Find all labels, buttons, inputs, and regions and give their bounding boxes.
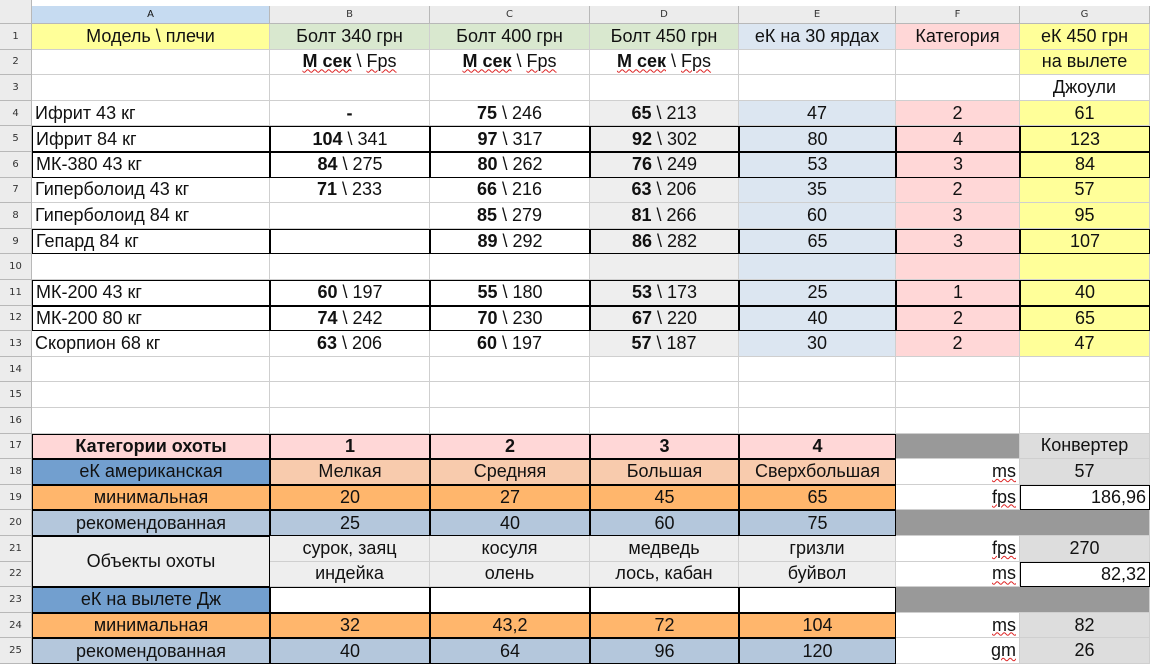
- size-category[interactable]: Сверхбольшая: [739, 459, 896, 485]
- speed-ms-value: 86: [631, 231, 652, 252]
- converter-fps-label[interactable]: fps: [896, 485, 1020, 511]
- minimal-value-j[interactable]: 104: [739, 613, 896, 639]
- category-number[interactable]: 2: [430, 434, 590, 460]
- cell-f15[interactable]: [896, 382, 1020, 408]
- separator: \: [337, 282, 353, 303]
- column-header-f[interactable]: F: [896, 6, 1020, 24]
- category-value[interactable]: 2: [896, 178, 1020, 204]
- speed-ms-value: 71: [316, 179, 337, 200]
- converter-fps-input[interactable]: 270: [1020, 536, 1150, 562]
- category-value[interactable]: 2: [896, 331, 1020, 357]
- speed-ms-value: 84: [317, 154, 338, 175]
- separator: \: [342, 128, 358, 149]
- converter-ms-label-2[interactable]: ms: [896, 562, 1020, 588]
- model-name[interactable]: Гиперболоид 43 кг: [32, 178, 270, 204]
- row-header-10[interactable]: 10: [0, 254, 32, 280]
- speed-fps-value: 292: [512, 231, 543, 252]
- speed-ms-value: 75: [476, 102, 497, 123]
- row-header-3[interactable]: 3: [0, 75, 32, 101]
- ek-450-value[interactable]: [1020, 254, 1150, 280]
- row-header-15[interactable]: 15: [0, 382, 32, 408]
- category-number[interactable]: 4: [739, 434, 896, 460]
- model-name[interactable]: МК-200 43 кг: [32, 280, 270, 306]
- separator: \: [651, 332, 667, 353]
- cell-b7[interactable]: [270, 178, 430, 204]
- speed-fps-value: 341: [357, 128, 388, 149]
- category-value[interactable]: 3: [896, 229, 1020, 255]
- row-header-11[interactable]: 11: [0, 280, 32, 306]
- row-header-24[interactable]: 24: [0, 613, 32, 639]
- converter-ms-label-3[interactable]: ms: [896, 613, 1020, 639]
- ek-450-value[interactable]: 47: [1020, 331, 1150, 357]
- ek-450-value[interactable]: 61: [1020, 101, 1150, 127]
- category-number[interactable]: 1: [270, 434, 430, 460]
- unit-fps-label: Fps: [366, 51, 397, 72]
- recommended-value-j[interactable]: 120: [739, 638, 896, 664]
- header-ek-30-yards[interactable]: еК на 30 ярдах: [739, 24, 896, 50]
- speed-fps-value: 220: [667, 307, 698, 328]
- ek-30-yards-value[interactable]: 53: [739, 152, 896, 178]
- header-category[interactable]: Категория: [896, 24, 1020, 50]
- speed-fps-value: 213: [666, 102, 697, 123]
- ek-30-yards-value[interactable]: [739, 254, 896, 280]
- header-bolt-450[interactable]: Болт 450 грн: [590, 24, 739, 50]
- converter-ms-input[interactable]: 57: [1020, 459, 1150, 485]
- speed-ms-value: 92: [631, 128, 652, 149]
- hunt-object-line2[interactable]: олень: [430, 562, 590, 588]
- ek-450-value[interactable]: 107: [1020, 229, 1150, 255]
- row-header-7[interactable]: 7: [0, 178, 32, 204]
- speed-fps-value: 180: [512, 282, 543, 303]
- separator: \: [651, 204, 667, 225]
- cell-c15[interactable]: [430, 382, 590, 408]
- ek-450-value[interactable]: 65: [1020, 306, 1150, 332]
- cell-f14[interactable]: [896, 357, 1020, 383]
- speed-fps-value: 197: [512, 332, 543, 353]
- model-name[interactable]: МК-380 43 кг: [32, 152, 270, 178]
- cell-a3[interactable]: [32, 75, 270, 101]
- speed-ms-value: 63: [631, 179, 652, 200]
- separator: \: [336, 179, 352, 200]
- cell-b14[interactable]: [270, 357, 430, 383]
- row-header-14[interactable]: 14: [0, 357, 32, 383]
- ek-30-yards-value[interactable]: 65: [739, 229, 896, 255]
- cell-c9[interactable]: [430, 229, 590, 255]
- recommended-value[interactable]: 75: [739, 510, 896, 536]
- separator: \: [651, 128, 667, 149]
- ek-30-yards-value[interactable]: 47: [739, 101, 896, 127]
- cell-b3[interactable]: [270, 75, 430, 101]
- separator: \: [497, 231, 513, 252]
- hunt-object-line1[interactable]: гризли: [739, 536, 896, 562]
- category-number[interactable]: 3: [590, 434, 739, 460]
- speed-fps-value: 246: [512, 102, 543, 123]
- column-header-c[interactable]: C: [430, 6, 590, 24]
- cell-d14[interactable]: [590, 357, 739, 383]
- speed-fps-value: 275: [352, 154, 383, 175]
- model-name[interactable]: МК-200 80 кг: [32, 306, 270, 332]
- ek-450-value[interactable]: 84: [1020, 152, 1150, 178]
- cell-a16[interactable]: [32, 408, 270, 434]
- speed-ms-value: 85: [476, 204, 497, 225]
- unit-header-c[interactable]: [430, 50, 590, 76]
- speed-fps-value: 197: [352, 282, 383, 303]
- ek-450-value[interactable]: 40: [1020, 280, 1150, 306]
- speed-ms-value: 97: [477, 128, 498, 149]
- converter-gm-input[interactable]: 26: [1020, 638, 1150, 664]
- separator: \: [511, 51, 527, 72]
- cell-e23[interactable]: [739, 587, 896, 613]
- hunt-object-line2[interactable]: индейка: [270, 562, 430, 588]
- cell-d16[interactable]: [590, 408, 739, 434]
- minimal-label[interactable]: минимальная: [32, 485, 270, 511]
- cell-c16[interactable]: [430, 408, 590, 434]
- speed-fps-value: 173: [667, 282, 698, 303]
- header-ek-450-line2[interactable]: на вылете: [1020, 50, 1150, 76]
- row-header-19[interactable]: 19: [0, 485, 32, 511]
- cell-e3[interactable]: [739, 75, 896, 101]
- separator: \: [497, 307, 513, 328]
- separator: \: [337, 154, 353, 175]
- row-header-5[interactable]: 5: [0, 126, 32, 152]
- header-bolt-340[interactable]: Болт 340 грн: [270, 24, 430, 50]
- ek-450-value[interactable]: 95: [1020, 203, 1150, 229]
- separator: \: [651, 307, 667, 328]
- column-header-d[interactable]: D: [590, 6, 739, 24]
- size-category[interactable]: Большая: [590, 459, 739, 485]
- header-model[interactable]: Модель \ плечи: [32, 24, 270, 50]
- converter-ms-label[interactable]: ms: [896, 459, 1020, 485]
- separator: \: [651, 231, 667, 252]
- separator: \: [496, 179, 512, 200]
- speed-fps-value: 302: [667, 128, 698, 149]
- category-value[interactable]: 2: [896, 306, 1020, 332]
- cell-b13[interactable]: [270, 331, 430, 357]
- cell-c4[interactable]: [430, 101, 590, 127]
- speed-ms-value: 55: [477, 282, 498, 303]
- converter-spacer[interactable]: [896, 434, 1020, 460]
- hunt-object-line2[interactable]: лось, кабан: [590, 562, 739, 588]
- converter-fps-label-2[interactable]: fps: [896, 536, 1020, 562]
- ek-30-yards-value[interactable]: 80: [739, 126, 896, 152]
- speed-ms-value: 53: [631, 282, 652, 303]
- category-value[interactable]: 3: [896, 203, 1020, 229]
- cell-b8[interactable]: [270, 203, 430, 229]
- row-header-21[interactable]: 21: [0, 536, 32, 562]
- speed-fps-value: 187: [666, 332, 697, 353]
- speed-ms-value: 80: [477, 154, 498, 175]
- ek-muzzle-label[interactable]: еК на вылете Дж: [32, 587, 270, 613]
- ek-30-yards-value[interactable]: 60: [739, 203, 896, 229]
- cell-b6[interactable]: [270, 152, 430, 178]
- separator: \: [651, 282, 667, 303]
- cell-c5[interactable]: [430, 126, 590, 152]
- speed-fps-value: 230: [512, 307, 543, 328]
- cell-c7[interactable]: [430, 178, 590, 204]
- speed-fps-value: 242: [352, 307, 383, 328]
- separator: \: [651, 154, 667, 175]
- size-category[interactable]: Средняя: [430, 459, 590, 485]
- model-name[interactable]: Гиперболоид 84 кг: [32, 203, 270, 229]
- ek-american-label[interactable]: еК американская: [32, 459, 270, 485]
- minimal-value-j[interactable]: 43,2: [430, 613, 590, 639]
- unit-fps-label: Fps: [526, 51, 557, 72]
- cell-c13[interactable]: [430, 331, 590, 357]
- ek-30-yards-value[interactable]: 40: [739, 306, 896, 332]
- model-name[interactable]: Ифрит 84 кг: [32, 126, 270, 152]
- cell-g16[interactable]: [1020, 408, 1150, 434]
- cell-d11[interactable]: [590, 280, 739, 306]
- minimal-value[interactable]: 27: [430, 485, 590, 511]
- speed-ms-value: -: [346, 102, 353, 123]
- cell-b15[interactable]: [270, 382, 430, 408]
- speed-fps-value: 262: [512, 154, 543, 175]
- row-header-2[interactable]: 2: [0, 50, 32, 76]
- converter-fps-result[interactable]: 186,96: [1020, 485, 1150, 511]
- cell-c3[interactable]: [430, 75, 590, 101]
- separator: \: [497, 282, 513, 303]
- cell-d13[interactable]: [590, 331, 739, 357]
- converter-divider[interactable]: [896, 510, 1150, 536]
- ek-30-yards-value[interactable]: 35: [739, 178, 896, 204]
- row-header-8[interactable]: 8: [0, 203, 32, 229]
- separator: \: [496, 332, 512, 353]
- cell-d9[interactable]: [590, 229, 739, 255]
- unit-ms-label: М сек: [302, 51, 352, 72]
- cell-b5[interactable]: [270, 126, 430, 152]
- cell-g15[interactable]: [1020, 382, 1150, 408]
- cell-c6[interactable]: [430, 152, 590, 178]
- minimal-value[interactable]: 65: [739, 485, 896, 511]
- row-header-16[interactable]: 16: [0, 408, 32, 434]
- row-header-6[interactable]: 6: [0, 152, 32, 178]
- cell-b16[interactable]: [270, 408, 430, 434]
- separator: \: [651, 179, 667, 200]
- converter-divider-2[interactable]: [896, 587, 1150, 613]
- speed-ms-value: 104: [312, 128, 343, 149]
- minimal-label-j[interactable]: минимальная: [32, 613, 270, 639]
- separator: \: [497, 128, 513, 149]
- category-value[interactable]: 3: [896, 152, 1020, 178]
- cell-c23[interactable]: [430, 587, 590, 613]
- recommended-value[interactable]: 25: [270, 510, 430, 536]
- speed-fps-value: 206: [352, 332, 383, 353]
- hunt-objects-label[interactable]: Объекты охоты: [32, 536, 270, 587]
- cell-e16[interactable]: [739, 408, 896, 434]
- cell-c11[interactable]: [430, 280, 590, 306]
- hunt-object-line1[interactable]: медведь: [590, 536, 739, 562]
- row-header-13[interactable]: 13: [0, 331, 32, 357]
- cell-e15[interactable]: [739, 382, 896, 408]
- ek-450-value[interactable]: 123: [1020, 126, 1150, 152]
- category-value[interactable]: 1: [896, 280, 1020, 306]
- cell-c14[interactable]: [430, 357, 590, 383]
- cell-b12[interactable]: [270, 306, 430, 332]
- cell-b23[interactable]: [270, 587, 430, 613]
- cell-a14[interactable]: [32, 357, 270, 383]
- cell-f3[interactable]: [896, 75, 1020, 101]
- speed-fps-value: 282: [667, 231, 698, 252]
- select-all-corner[interactable]: [0, 0, 32, 24]
- size-category[interactable]: Мелкая: [270, 459, 430, 485]
- minimal-value-j[interactable]: 32: [270, 613, 430, 639]
- separator: \: [351, 51, 367, 72]
- unit-ms-label: М сек: [616, 51, 666, 72]
- cell-g14[interactable]: [1020, 357, 1150, 383]
- cell-d3[interactable]: [590, 75, 739, 101]
- speed-fps-value: 279: [512, 204, 543, 225]
- speed-fps-value: 206: [666, 179, 697, 200]
- minimal-value[interactable]: 45: [590, 485, 739, 511]
- speed-ms-value: 66: [476, 179, 497, 200]
- header-joule[interactable]: Джоули: [1020, 75, 1150, 101]
- cell-b10[interactable]: [270, 254, 430, 280]
- recommended-value-j[interactable]: 64: [430, 638, 590, 664]
- unit-fps-label: Fps: [681, 51, 712, 72]
- row-header-18[interactable]: 18: [0, 459, 32, 485]
- cell-f16[interactable]: [896, 408, 1020, 434]
- cell-d6[interactable]: [590, 152, 739, 178]
- unit-header-d[interactable]: [590, 50, 739, 76]
- separator: \: [497, 154, 513, 175]
- recommended-value-j[interactable]: 96: [590, 638, 739, 664]
- speed-fps-value: 216: [512, 179, 543, 200]
- cell-a2[interactable]: [32, 50, 270, 76]
- speed-ms-value: 65: [631, 102, 652, 123]
- cell-c10[interactable]: [430, 254, 590, 280]
- speed-ms-value: 74: [317, 307, 338, 328]
- cell-a15[interactable]: [32, 382, 270, 408]
- recommended-label[interactable]: рекомендованная: [32, 510, 270, 536]
- hunt-object-line1[interactable]: сурок, заяц: [270, 536, 430, 562]
- minimal-value-j[interactable]: 72: [590, 613, 739, 639]
- category-value[interactable]: 4: [896, 126, 1020, 152]
- category-value[interactable]: 2: [896, 101, 1020, 127]
- speed-fps-value: 233: [352, 179, 383, 200]
- row-header-17[interactable]: 17: [0, 434, 32, 460]
- ek-450-value[interactable]: 57: [1020, 178, 1150, 204]
- cell-f2[interactable]: [896, 50, 1020, 76]
- cell-d12[interactable]: [590, 306, 739, 332]
- model-name[interactable]: [32, 254, 270, 280]
- header-ek-450-line1[interactable]: еК 450 грн: [1020, 24, 1150, 50]
- hunt-object-line2[interactable]: буйвол: [739, 562, 896, 588]
- speed-fps-value: 317: [512, 128, 543, 149]
- header-bolt-400[interactable]: Болт 400 грн: [430, 24, 590, 50]
- converter-ms-input-2[interactable]: 82: [1020, 613, 1150, 639]
- row-header-20[interactable]: 20: [0, 510, 32, 536]
- column-header-b[interactable]: B: [270, 6, 430, 24]
- column-header-e[interactable]: E: [739, 6, 896, 24]
- recommended-value[interactable]: 60: [590, 510, 739, 536]
- speed-ms-value: 60: [476, 332, 497, 353]
- row-header-22[interactable]: 22: [0, 562, 32, 588]
- row-header-4[interactable]: 4: [0, 101, 32, 127]
- separator: \: [336, 332, 352, 353]
- hunt-categories-title[interactable]: Категории охоты: [32, 434, 270, 460]
- cell-e14[interactable]: [739, 357, 896, 383]
- cell-b11[interactable]: [270, 280, 430, 306]
- speed-ms-value: 70: [477, 307, 498, 328]
- minimal-value[interactable]: 20: [270, 485, 430, 511]
- model-name[interactable]: Гепард 84 кг: [32, 229, 270, 255]
- cell-d7[interactable]: [590, 178, 739, 204]
- separator: \: [496, 204, 512, 225]
- speed-fps-value: 249: [667, 154, 698, 175]
- speed-ms-value: 89: [477, 231, 498, 252]
- speed-ms-value: 67: [631, 307, 652, 328]
- cell-d4[interactable]: [590, 101, 739, 127]
- cell-e2[interactable]: [739, 50, 896, 76]
- cell-d5[interactable]: [590, 126, 739, 152]
- speed-fps-value: 266: [666, 204, 697, 225]
- cell-d8[interactable]: [590, 203, 739, 229]
- speed-ms-value: 60: [317, 282, 338, 303]
- separator: \: [666, 51, 682, 72]
- ek-30-yards-value[interactable]: 25: [739, 280, 896, 306]
- unit-header-b[interactable]: [270, 50, 430, 76]
- speed-ms-value: 63: [316, 332, 337, 353]
- converter-ms-result[interactable]: 82,32: [1020, 562, 1150, 588]
- cell-b4[interactable]: [270, 101, 430, 127]
- cell-c12[interactable]: [430, 306, 590, 332]
- separator: \: [651, 102, 667, 123]
- cell-d15[interactable]: [590, 382, 739, 408]
- model-name[interactable]: Скорпион 68 кг: [32, 331, 270, 357]
- model-name[interactable]: Ифрит 43 кг: [32, 101, 270, 127]
- cell-d23[interactable]: [590, 587, 739, 613]
- row-header-25[interactable]: 25: [0, 638, 32, 664]
- separator: \: [496, 102, 512, 123]
- row-header-1[interactable]: 1: [0, 24, 32, 50]
- hunt-object-line1[interactable]: косуля: [430, 536, 590, 562]
- recommended-value-j[interactable]: 40: [270, 638, 430, 664]
- unit-ms-label: М сек: [462, 51, 512, 72]
- row-header-9[interactable]: 9: [0, 229, 32, 255]
- converter-title[interactable]: Конвертер: [1020, 434, 1150, 460]
- speed-ms-value: 76: [631, 154, 652, 175]
- recommended-value[interactable]: 40: [430, 510, 590, 536]
- row-header-23[interactable]: 23: [0, 587, 32, 613]
- column-header-a[interactable]: A: [32, 6, 270, 24]
- row-header-12[interactable]: 12: [0, 306, 32, 332]
- cell-c8[interactable]: [430, 203, 590, 229]
- speed-ms-value: 57: [631, 332, 652, 353]
- cell-b9[interactable]: [270, 229, 430, 255]
- column-header-g[interactable]: G: [1020, 6, 1150, 24]
- separator: \: [337, 307, 353, 328]
- ek-30-yards-value[interactable]: 30: [739, 331, 896, 357]
- recommended-label-j[interactable]: рекомендованная: [32, 638, 270, 664]
- cell-d10[interactable]: [590, 254, 739, 280]
- category-value[interactable]: [896, 254, 1020, 280]
- speed-ms-value: 81: [631, 204, 652, 225]
- converter-gm-label[interactable]: gm: [896, 638, 1020, 664]
